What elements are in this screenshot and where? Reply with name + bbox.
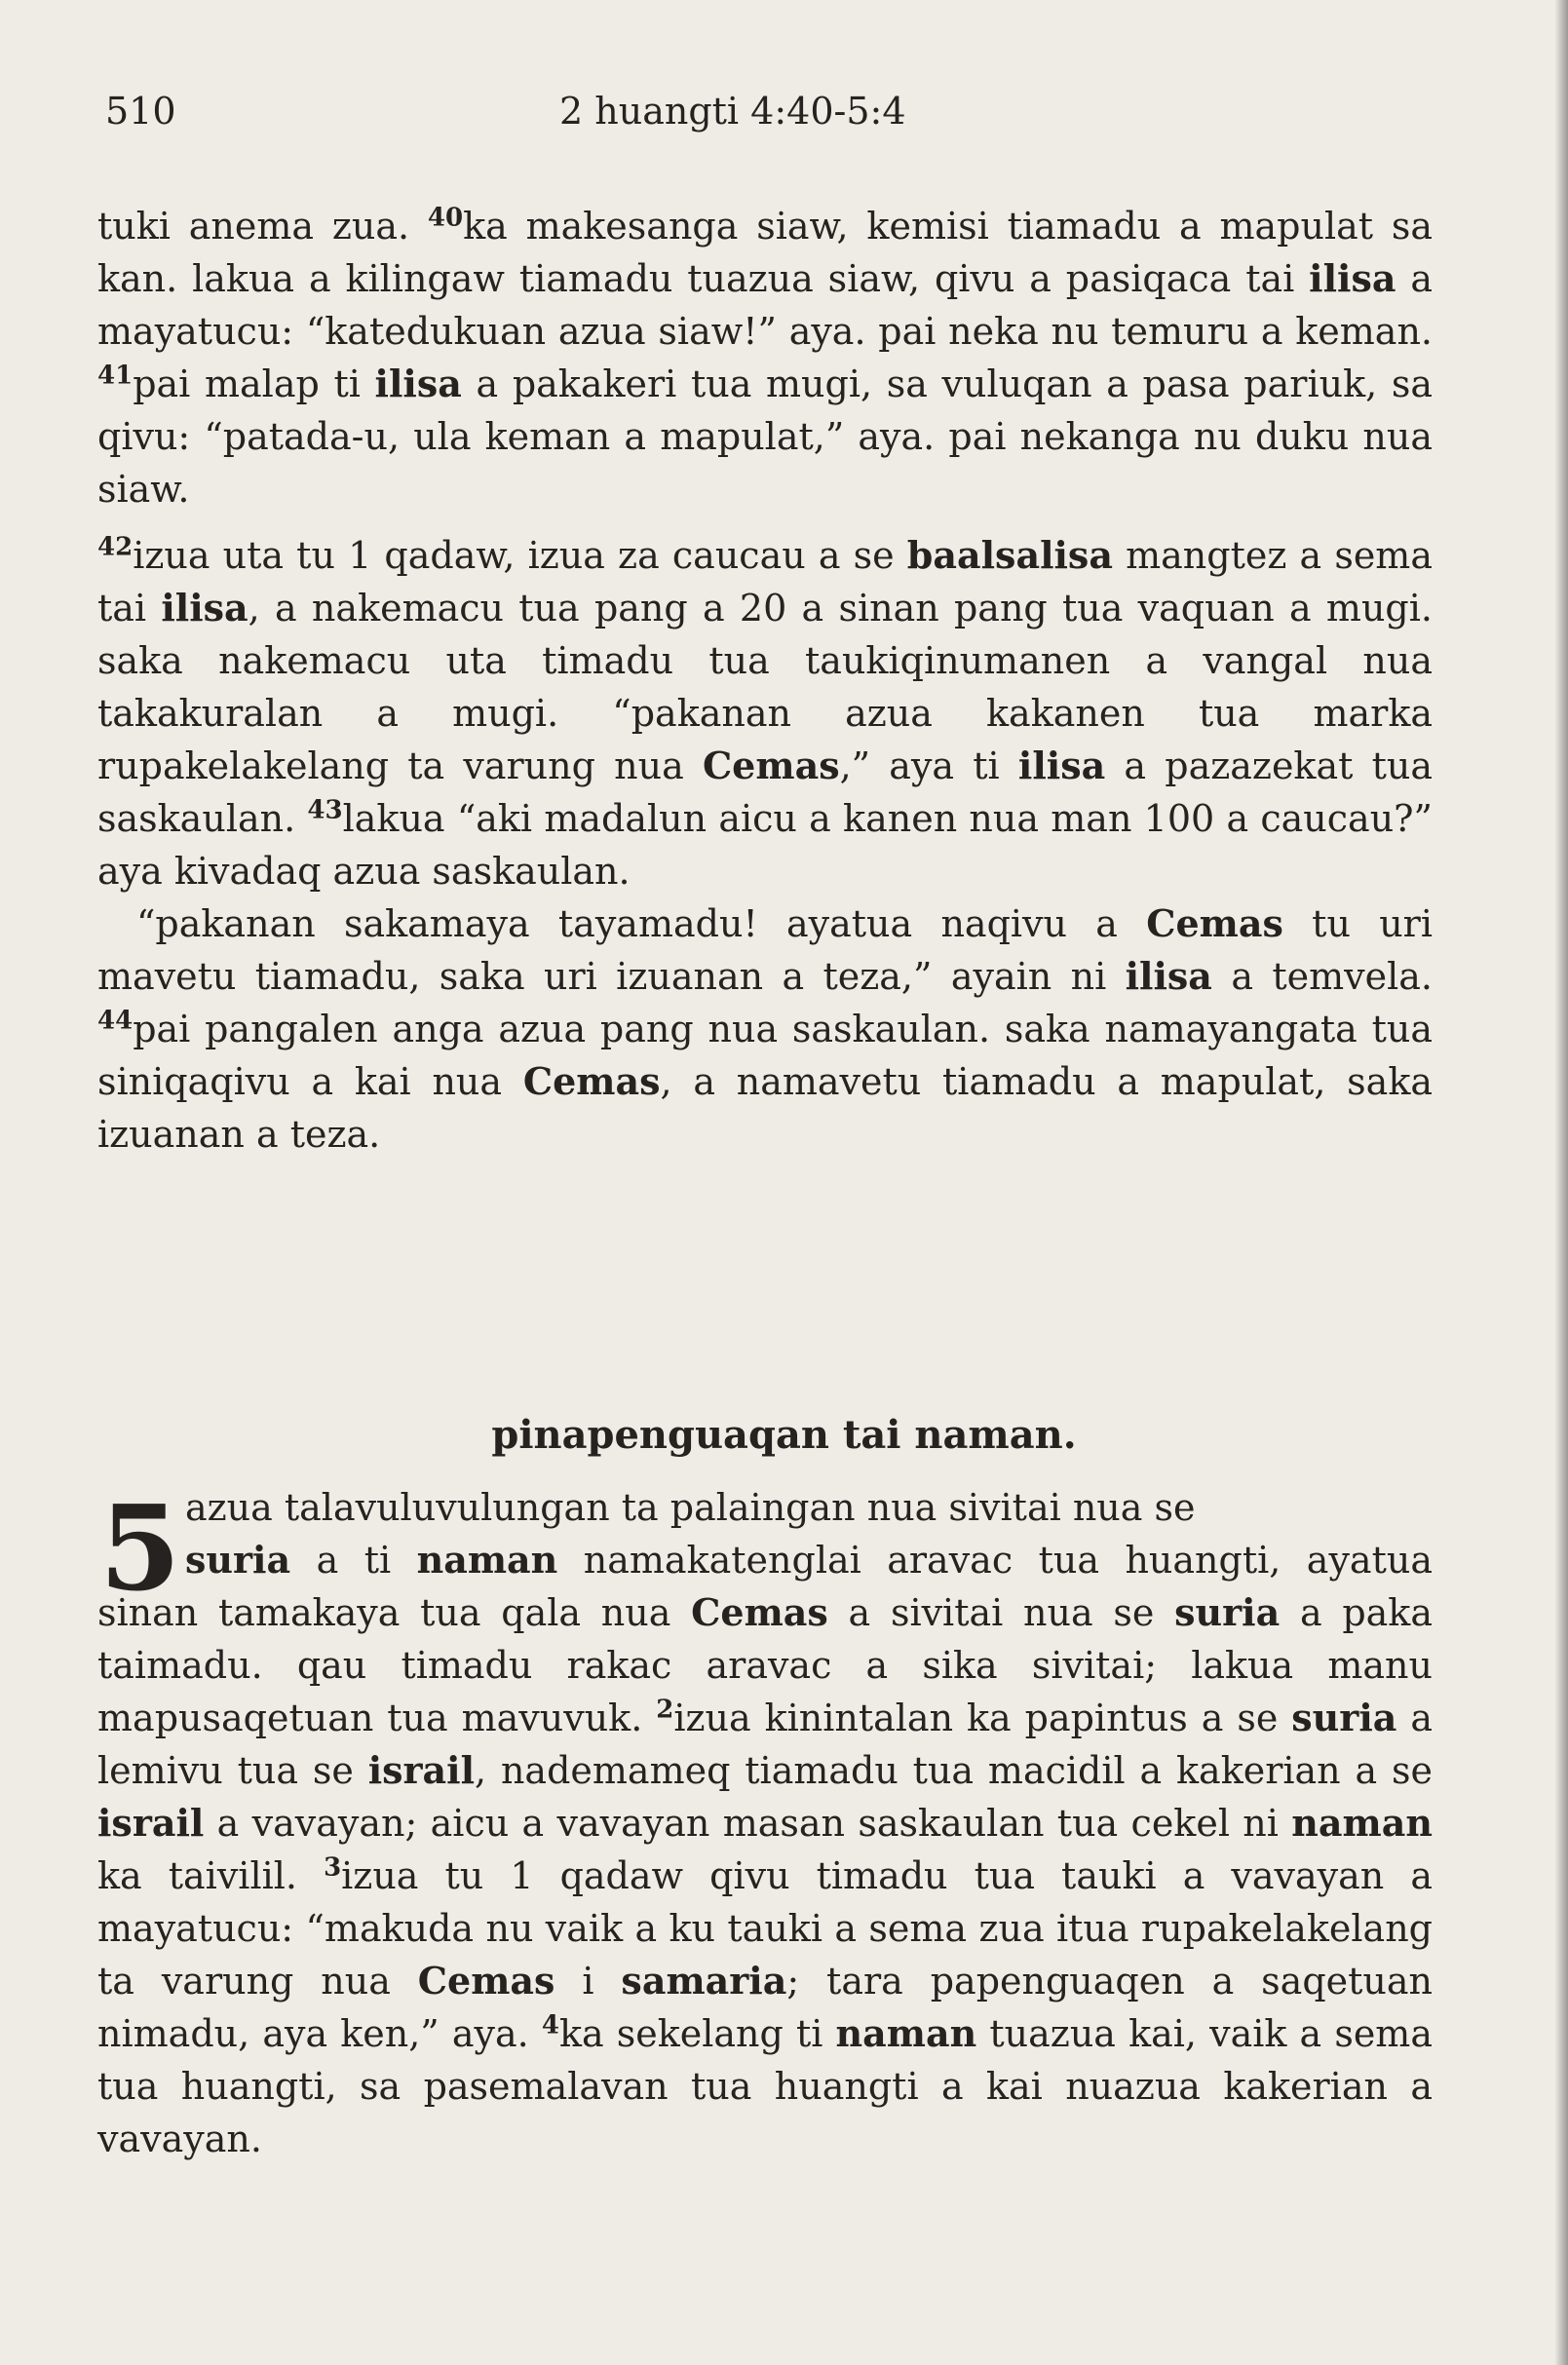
page-number: 510: [105, 90, 176, 133]
section-heading: pinapenguaqan tai naman.: [491, 1412, 1077, 1458]
verse-number-40: 40: [427, 203, 464, 233]
verse-number-4: 4: [541, 2010, 559, 2041]
paragraph-3: “pakanan sakamaya tayamadu! ayatua naqivu a Cemas tu uri mavetu tiamadu, saka uri izuanan a teza,” ayain ni ilisa a temvela. $^{44}$pai pangalen anga azua pang nua saskaulan. saka namayangata tua siniqaqivu a kai nua Cemas, a namavetu tiamadu a mapulat, saka izuanan a teza.: [97, 901, 1434, 1156]
verse-number-43: 43: [307, 795, 343, 825]
verse-number-44: 44: [97, 1006, 134, 1036]
chapter-4-text: [97, 200, 1433, 1161]
verse-number-42: 42: [97, 532, 134, 562]
running-head: 2 huangti 4:40-5:4: [559, 90, 906, 133]
paragraph-1: tuki anema zua. $^{40}$ka makesanga siaw, kemisi tiamadu a mapulat sa kan. lakua a kilingaw tiamadu tuazua siaw, qivu a pasiqaca tai ilisa a mayatucu: “katedukuan azua siaw!” aya. pai neka nu temuru a keman. $^{41}$pai malap ti ilisa a pakakeri tua mugi, sa vuluqan a pasa pariuk, sa qivu: “patada-u, ula keman a mapulat,” aya. pai nekanga nu duku nua siaw.: [97, 203, 1434, 511]
paragraph-2: $^{42}$izua uta tu 1 qadaw, izua za caucau a se baalsalisa mangtez a sema tai ilisa, a nakemacu tua pang a 20 a sinan pang tua vaquan a mugi. saka nakemacu uta timadu tua taukiqinumanen a vangal nua takakuralan a mugi. “pakanan azua kakanen tua marka rupakelakelang ta varung nua Cemas,” aya ti ilisa a pazazekat tua saskaulan. $^{43}$lakua “aki madalun aicu a kanen nua man 100 a caucau?” aya kivadaq azua saskaulan.: [97, 532, 1433, 893]
verse-number-2: 2: [656, 1695, 674, 1725]
chapter-5-body: suria a ti naman namakatenglai aravac tua huangti, ayatua sinan tamakaya tua qala nua Cemas a sivitai nua se suria a paka taimadu. qau timadu rakac aravac a sika sivitai; lakua manu mapusaqetuan tua mavuvuk. $^2$izua kinintalan ka papintus a se suria a lemivu tua se israil, nademameq tiamadu tua macidil a kakerian a se israil a vavayan; aicu a vavayan masan saskaulan tua cekel ni naman ka taivilil. $^3$izua tu 1 qadaw qivu timadu tua tauki a vavayan a mayatucu: “makuda nu vaik a ku tauki a sema zua itua rupakelakelang ta varung nua Cemas i samaria; tara papenguaqen a saqetuan nimadu, aya ken,” aya. $^4$ka sekelang ti naman tuazua kai, vaik a sema tua huangti, sa pasemalavan tua huangti a kai nuazua kakerian a vavayan.: [97, 1538, 1434, 2160]
page-edge-shadow: [1554, 0, 1568, 2365]
chapter-5-text: [97, 1481, 1433, 2165]
verse-number-41: 41: [97, 361, 134, 391]
verse-number-3: 3: [324, 1852, 342, 1883]
chapter-5-opening-line: azua talavuluvulungan ta palaingan nua sivitai nua se: [185, 1486, 1196, 1529]
chapter-number: 5: [99, 1480, 181, 1618]
